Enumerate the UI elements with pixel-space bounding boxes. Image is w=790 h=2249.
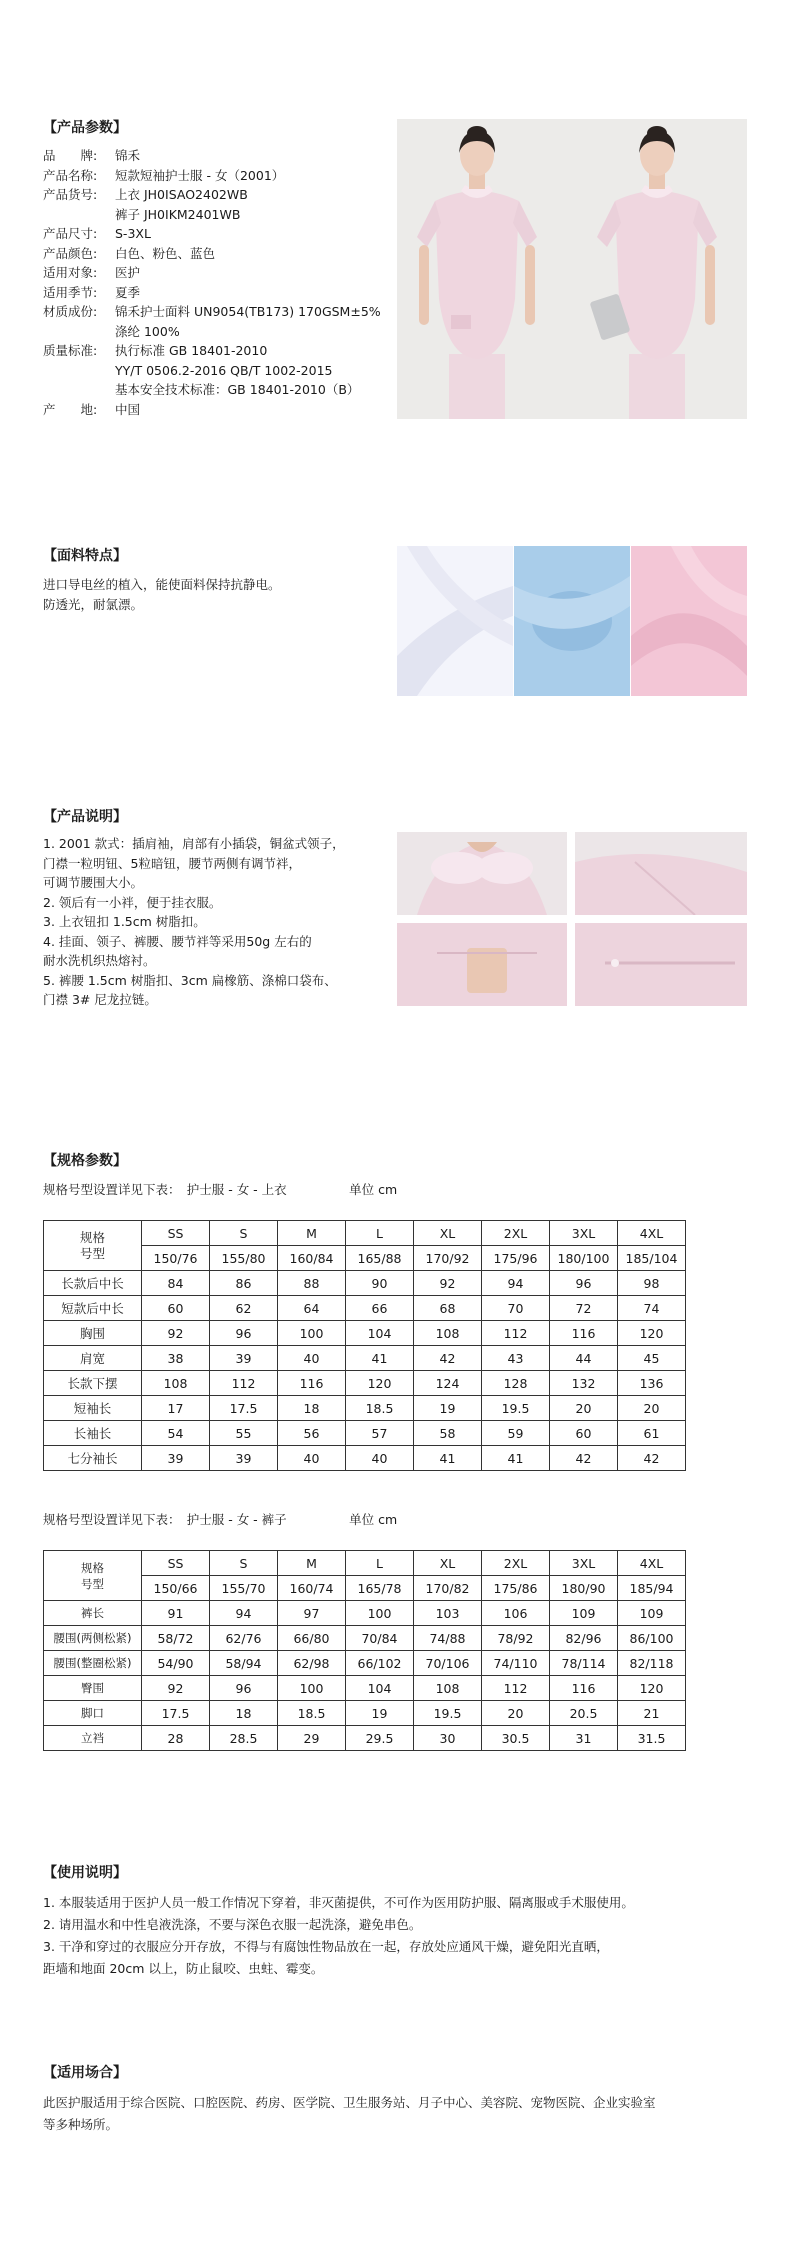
param-label: 产品货号: <box>43 187 98 202</box>
size-header: SS <box>142 1221 210 1246</box>
size-code: 150/76 <box>142 1246 210 1271</box>
table-cell: 42 <box>414 1346 482 1371</box>
param-row-origin <box>43 400 381 420</box>
list-item: 1. 本服装适用于医护人员一般工作情况下穿着，非灭菌提供，不可作为医用防护服、隔离服或手术服使用。 <box>43 1895 634 1910</box>
table-cell: 20 <box>482 1701 550 1726</box>
section-title-fabric: 【面料特点】 <box>43 548 127 564</box>
section-title-spec: 【规格参数】 <box>43 1153 127 1169</box>
table-cell: 120 <box>618 1676 686 1701</box>
table-cell: 18 <box>210 1701 278 1726</box>
table-cell: 41 <box>414 1446 482 1471</box>
table-cell: 55 <box>210 1421 278 1446</box>
table-cell: 116 <box>550 1676 618 1701</box>
table-cell: 19.5 <box>482 1396 550 1421</box>
row-header: 长袖长 <box>44 1421 142 1446</box>
list-item: 4. 挂面、领子、裤腰、腰节袢等采用50g 左右的 耐水洗机织热熔衬。 <box>43 933 312 968</box>
table-cell: 92 <box>414 1271 482 1296</box>
row-header: 腰围(整圈松紧) <box>44 1651 142 1676</box>
table-cell: 61 <box>618 1421 686 1446</box>
size-header: M <box>278 1221 346 1246</box>
fabric-swatch-white <box>397 546 513 696</box>
param-row-brand <box>43 146 381 166</box>
detail-photo-waist <box>575 923 747 1006</box>
table-cell: 98 <box>618 1271 686 1296</box>
row-header: 脚口 <box>44 1701 142 1726</box>
list-item: 2. 领后有一小袢，便于挂衣服。 <box>43 894 222 910</box>
table-cell: 39 <box>210 1346 278 1371</box>
param-row-item-no <box>43 185 381 224</box>
fabric-swatch-pink <box>631 546 747 696</box>
param-row-standard <box>43 341 381 400</box>
table-cell: 18.5 <box>278 1701 346 1726</box>
table-cell: 19 <box>346 1701 414 1726</box>
table-cell: 86 <box>210 1271 278 1296</box>
table-cell: 120 <box>618 1321 686 1346</box>
size-header: 3XL <box>550 1221 618 1246</box>
param-value: 上衣 JH0ISAO2402WB <box>115 187 248 202</box>
table-cell: 40 <box>278 1346 346 1371</box>
size-code: 160/74 <box>278 1576 346 1601</box>
table-cell: 94 <box>482 1271 550 1296</box>
table-cell: 108 <box>414 1676 482 1701</box>
table-cell: 62/98 <box>278 1651 346 1676</box>
table-cell: 45 <box>618 1346 686 1371</box>
size-code: 150/66 <box>142 1576 210 1601</box>
table-cell: 39 <box>210 1446 278 1471</box>
table-cell: 74/110 <box>482 1651 550 1676</box>
row-header: 立裆 <box>44 1726 142 1751</box>
table-cell: 28 <box>142 1726 210 1751</box>
size-code: 185/94 <box>618 1576 686 1601</box>
table-cell: 70 <box>482 1296 550 1321</box>
table-corner-header: 规格 号型 <box>44 1551 142 1601</box>
table-cell: 70/84 <box>346 1626 414 1651</box>
table-row <box>44 1676 686 1701</box>
param-value: 基本安全技术标准：GB 18401-2010（B） <box>115 382 360 397</box>
table-cell: 19 <box>414 1396 482 1421</box>
table-cell: 106 <box>482 1601 550 1626</box>
product-description-list <box>43 834 378 1010</box>
pants-size-table <box>43 1550 686 1751</box>
table-row <box>44 1371 686 1396</box>
size-header: M <box>278 1551 346 1576</box>
table-cell: 66/102 <box>346 1651 414 1676</box>
table-cell: 108 <box>142 1371 210 1396</box>
table-cell: 109 <box>550 1601 618 1626</box>
table-cell: 59 <box>482 1421 550 1446</box>
size-code: 180/100 <box>550 1246 618 1271</box>
table-cell: 104 <box>346 1676 414 1701</box>
param-row-color <box>43 244 381 264</box>
table-row <box>44 1651 686 1676</box>
table-cell: 60 <box>142 1296 210 1321</box>
table-row <box>44 1296 686 1321</box>
table-cell: 66/80 <box>278 1626 346 1651</box>
usage-list <box>43 1892 763 1980</box>
top-table-caption: 规格号型设置详见下表： 护士服 - 女 - 上衣 单位 cm <box>43 1182 398 1197</box>
table-cell: 62 <box>210 1296 278 1321</box>
table-cell: 29 <box>278 1726 346 1751</box>
size-code: 165/88 <box>346 1246 414 1271</box>
table-cell: 64 <box>278 1296 346 1321</box>
param-value: 锦禾护士面料 UN9054(TB173) 170GSM±5% <box>115 304 381 319</box>
table-cell: 103 <box>414 1601 482 1626</box>
table-row <box>44 1626 686 1651</box>
row-header: 七分袖长 <box>44 1446 142 1471</box>
table-cell: 44 <box>550 1346 618 1371</box>
table-cell: 58/72 <box>142 1626 210 1651</box>
section-title-params: 【产品参数】 <box>43 120 127 136</box>
table-cell: 132 <box>550 1371 618 1396</box>
param-label: 适用对象: <box>43 265 98 280</box>
size-header: 2XL <box>482 1551 550 1576</box>
table-cell: 90 <box>346 1271 414 1296</box>
list-item: 2. 请用温水和中性皂液洗涤，不要与深色衣服一起洗涤，避免串色。 <box>43 1917 422 1932</box>
size-header: SS <box>142 1551 210 1576</box>
param-value: 涤纶 100% <box>115 323 180 339</box>
table-cell: 18 <box>278 1396 346 1421</box>
size-header: 4XL <box>618 1221 686 1246</box>
list-item: 3. 干净和穿过的衣服应分开存放，不得与有腐蚀性物品放在一起，存放处应通风干燥，避免阳光直晒， 距墙和地面 20cm 以上，防止鼠咬、虫蛀、霉变。 <box>43 1939 609 1976</box>
row-header: 短袖长 <box>44 1396 142 1421</box>
table-cell: 112 <box>482 1676 550 1701</box>
table-cell: 72 <box>550 1296 618 1321</box>
params-list <box>43 146 381 419</box>
param-label: 产品名称: <box>43 167 98 183</box>
section-title-description: 【产品说明】 <box>43 809 127 825</box>
table-cell: 86/100 <box>618 1626 686 1651</box>
param-row-target <box>43 263 381 283</box>
size-header: 3XL <box>550 1551 618 1576</box>
param-value: 裤子 JH0IKM2401WB <box>115 206 241 222</box>
table-row <box>44 1321 686 1346</box>
table-cell: 128 <box>482 1371 550 1396</box>
table-cell: 41 <box>346 1346 414 1371</box>
table-cell: 54/90 <box>142 1651 210 1676</box>
table-cell: 20.5 <box>550 1701 618 1726</box>
size-code: 185/104 <box>618 1246 686 1271</box>
table-cell: 82/118 <box>618 1651 686 1676</box>
row-header: 长款后中长 <box>44 1271 142 1296</box>
param-label: 产 地: <box>43 401 98 417</box>
row-header: 短款后中长 <box>44 1296 142 1321</box>
table-cell: 21 <box>618 1701 686 1726</box>
table-cell: 100 <box>278 1321 346 1346</box>
table-cell: 91 <box>142 1601 210 1626</box>
list-item: 5. 裤腰 1.5cm 树脂扣、3cm 扁橡筋、涤棉口袋布、 门襟 3# 尼龙拉链。 <box>43 972 337 1007</box>
table-cell: 20 <box>618 1396 686 1421</box>
row-header: 胸围 <box>44 1321 142 1346</box>
table-cell: 30 <box>414 1726 482 1751</box>
table-cell: 112 <box>482 1321 550 1346</box>
table-cell: 58/94 <box>210 1651 278 1676</box>
table-cell: 136 <box>618 1371 686 1396</box>
table-row <box>44 1421 686 1446</box>
table-cell: 96 <box>210 1321 278 1346</box>
table-cell: 54 <box>142 1421 210 1446</box>
table-cell: 31 <box>550 1726 618 1751</box>
size-header: 2XL <box>482 1221 550 1246</box>
param-value: 锦禾 <box>115 148 141 163</box>
size-code: 165/78 <box>346 1576 414 1601</box>
table-row <box>44 1446 686 1471</box>
table-cell: 40 <box>346 1446 414 1471</box>
table-cell: 17.5 <box>142 1701 210 1726</box>
size-code: 155/70 <box>210 1576 278 1601</box>
param-value: YY/T 0506.2-2016 QB/T 1002-2015 <box>115 362 333 378</box>
table-cell: 116 <box>550 1321 618 1346</box>
param-row-name <box>43 166 381 186</box>
param-value: 短款短袖护士服 - 女（2001） <box>115 167 285 183</box>
param-row-material <box>43 302 381 341</box>
table-cell: 31.5 <box>618 1726 686 1751</box>
section-title-scene: 【适用场合】 <box>43 2065 127 2081</box>
size-header: XL <box>414 1221 482 1246</box>
table-cell: 66 <box>346 1296 414 1321</box>
size-header: XL <box>414 1551 482 1576</box>
table-cell: 17 <box>142 1396 210 1421</box>
table-cell: 97 <box>278 1601 346 1626</box>
param-label: 材质成份: <box>43 304 98 319</box>
param-label: 适用季节: <box>43 284 98 300</box>
table-row <box>44 1551 686 1576</box>
table-cell: 82/96 <box>550 1626 618 1651</box>
table-cell: 29.5 <box>346 1726 414 1751</box>
table-cell: 60 <box>550 1421 618 1446</box>
param-value: 白色、粉色、蓝色 <box>115 245 216 261</box>
table-cell: 100 <box>278 1676 346 1701</box>
table-cell: 78/114 <box>550 1651 618 1676</box>
size-code: 180/90 <box>550 1576 618 1601</box>
scene-text: 此医护服适用于综合医院、口腔医院、药房、医学院、卫生服务站、月子中心、美容院、宠物医院、企业实验室 等多种场所。 <box>43 2095 656 2132</box>
table-row <box>44 1601 686 1626</box>
param-value: 医护 <box>115 265 141 280</box>
table-row <box>44 1221 686 1246</box>
table-cell: 57 <box>346 1421 414 1446</box>
row-header: 肩宽 <box>44 1346 142 1371</box>
fabric-swatch-blue <box>514 546 630 696</box>
table-cell: 108 <box>414 1321 482 1346</box>
size-header: S <box>210 1551 278 1576</box>
size-header: 4XL <box>618 1551 686 1576</box>
param-label: 质量标准: <box>43 343 98 358</box>
table-cell: 100 <box>346 1601 414 1626</box>
table-cell: 41 <box>482 1446 550 1471</box>
detail-photo-pocket <box>397 923 567 1006</box>
table-cell: 104 <box>346 1321 414 1346</box>
table-cell: 42 <box>550 1446 618 1471</box>
table-cell: 19.5 <box>414 1701 482 1726</box>
size-code: 160/84 <box>278 1246 346 1271</box>
fabric-feature-text: 进口导电丝的植入，能使面料保持抗静电。 防透光，耐氯漂。 <box>43 577 281 612</box>
table-corner-header: 规格 号型 <box>44 1221 142 1271</box>
row-header: 臀围 <box>44 1676 142 1701</box>
table-cell: 30.5 <box>482 1726 550 1751</box>
size-header: L <box>346 1221 414 1246</box>
param-row-size <box>43 224 381 244</box>
param-label: 产品颜色: <box>43 245 98 261</box>
table-cell: 96 <box>550 1271 618 1296</box>
table-cell: 43 <box>482 1346 550 1371</box>
table-cell: 74 <box>618 1296 686 1321</box>
table-cell: 18.5 <box>346 1396 414 1421</box>
table-cell: 62/76 <box>210 1626 278 1651</box>
table-cell: 84 <box>142 1271 210 1296</box>
param-value: 夏季 <box>115 284 141 300</box>
size-header: L <box>346 1551 414 1576</box>
table-cell: 58 <box>414 1421 482 1446</box>
table-cell: 38 <box>142 1346 210 1371</box>
top-size-table <box>43 1220 686 1471</box>
table-cell: 78/92 <box>482 1626 550 1651</box>
row-header: 长款下摆 <box>44 1371 142 1396</box>
param-value: 中国 <box>115 401 141 417</box>
table-row <box>44 1396 686 1421</box>
size-code: 170/92 <box>414 1246 482 1271</box>
table-row <box>44 1701 686 1726</box>
pants-table-caption: 规格号型设置详见下表： 护士服 - 女 - 裤子 单位 cm <box>43 1512 398 1527</box>
size-header: S <box>210 1221 278 1246</box>
param-value: 执行标准 GB 18401-2010 <box>115 343 268 358</box>
size-code: 155/80 <box>210 1246 278 1271</box>
param-row-season <box>43 283 381 303</box>
table-cell: 94 <box>210 1601 278 1626</box>
product-photo-models <box>397 119 747 419</box>
table-cell: 17.5 <box>210 1396 278 1421</box>
table-cell: 96 <box>210 1676 278 1701</box>
size-code: 175/86 <box>482 1576 550 1601</box>
table-cell: 28.5 <box>210 1726 278 1751</box>
table-row <box>44 1271 686 1296</box>
param-label: 产品尺寸: <box>43 226 98 241</box>
table-cell: 88 <box>278 1271 346 1296</box>
table-cell: 20 <box>550 1396 618 1421</box>
table-cell: 40 <box>278 1446 346 1471</box>
table-row <box>44 1346 686 1371</box>
table-row <box>44 1726 686 1751</box>
detail-photo-collar <box>397 832 567 915</box>
table-cell: 112 <box>210 1371 278 1396</box>
table-cell: 124 <box>414 1371 482 1396</box>
table-cell: 92 <box>142 1676 210 1701</box>
list-item: 1. 2001 款式：插肩袖，肩部有小插袋，铜盆式领子， 门襟一粒明钮、5粒暗钮，腰节两侧有调节袢， 可调节腰围大小。 <box>43 836 345 890</box>
section-title-usage: 【使用说明】 <box>43 1865 127 1881</box>
row-header: 裤长 <box>44 1601 142 1626</box>
table-cell: 116 <box>278 1371 346 1396</box>
table-cell: 109 <box>618 1601 686 1626</box>
table-cell: 39 <box>142 1446 210 1471</box>
list-item: 3. 上衣钮扣 1.5cm 树脂扣。 <box>43 914 206 929</box>
table-cell: 70/106 <box>414 1651 482 1676</box>
param-value: S-3XL <box>115 226 151 241</box>
size-code: 175/96 <box>482 1246 550 1271</box>
table-cell: 74/88 <box>414 1626 482 1651</box>
param-label: 品 牌: <box>43 148 98 163</box>
table-cell: 42 <box>618 1446 686 1471</box>
table-cell: 56 <box>278 1421 346 1446</box>
table-cell: 68 <box>414 1296 482 1321</box>
detail-photo-shoulder <box>575 832 747 915</box>
size-code: 170/82 <box>414 1576 482 1601</box>
row-header: 腰围(两侧松紧) <box>44 1626 142 1651</box>
table-cell: 92 <box>142 1321 210 1346</box>
table-cell: 120 <box>346 1371 414 1396</box>
